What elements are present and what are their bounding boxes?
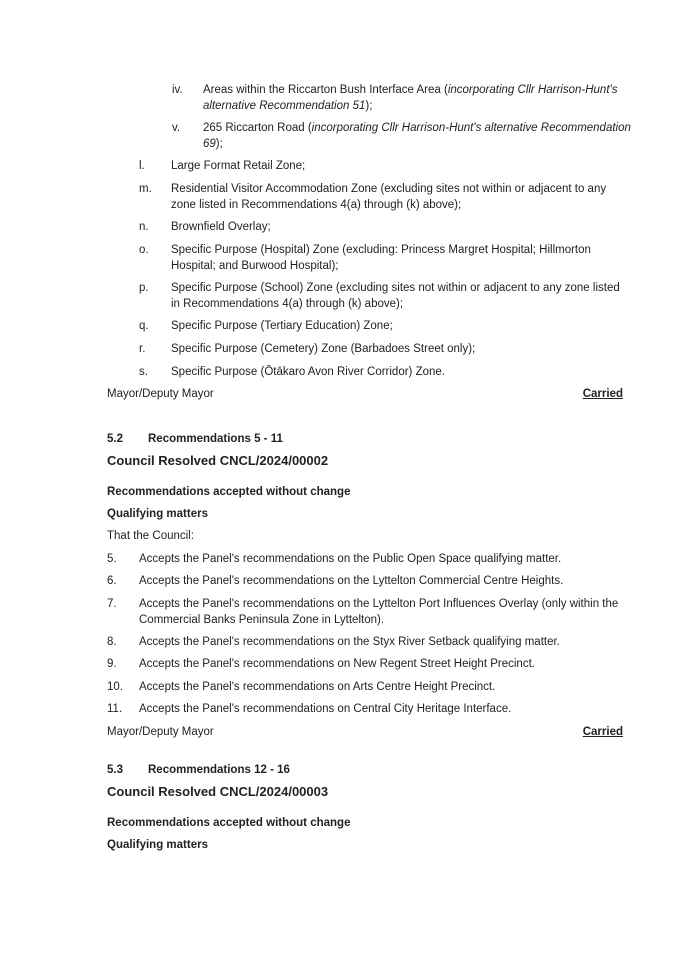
carried-label: Carried [582, 388, 623, 400]
mover-text: Mayor/Deputy Mayor [107, 726, 214, 738]
accepted-heading: Recommendations accepted without change [107, 817, 351, 829]
list-item-number: n. [139, 221, 149, 233]
list-item-number: 6. [107, 575, 117, 587]
list-item-number: 11. [107, 703, 123, 715]
list-item-text: Accepts the Panel's recommendations on Arts Centre Height Precinct. [139, 681, 496, 693]
list-item-text: Accepts the Panel's recommendations on Central City Heritage Interface. [139, 703, 512, 715]
list-item-text: Specific Purpose (Tertiary Education) Zone; [171, 320, 393, 332]
section-title: Recommendations 5 - 11 [148, 433, 283, 445]
resolution-heading: Council Resolved CNCL/2024/00002 [107, 453, 329, 468]
list-item-number: p. [139, 282, 149, 294]
section-number: 5.2 [107, 433, 123, 445]
list-item-text: Specific Purpose (School) Zone (excluding sites not within or adjacent to any zone listed in Recommendations 4(a) through (k) above); [171, 282, 620, 310]
list-item-number: l. [139, 160, 145, 172]
list-item-number: 10. [107, 681, 123, 693]
list-item-text: Accepts the Panel's recommendations on the Lyttelton Port Influences Overlay (only within the Commercial Banks Peninsula Zone in Lyttelton). [139, 598, 619, 626]
list-item-number: q. [139, 320, 149, 332]
list-item-number: v. [172, 122, 181, 134]
list-item-text: Areas within the Riccarton Bush Interface Area (incorporating Cllr Harrison-Hunt's alternative Recommendation 51); [203, 84, 618, 112]
list-item-number: 5. [107, 553, 117, 565]
list-item-number: s. [139, 366, 148, 378]
list-item-text: Large Format Retail Zone; [171, 160, 306, 172]
list-item-text: Accepts the Panel's recommendations on the Styx River Setback qualifying matter. [139, 636, 560, 648]
qualifying-heading: Qualifying matters [107, 839, 208, 851]
resolution-heading: Council Resolved CNCL/2024/00003 [107, 784, 329, 799]
list-item-text: 265 Riccarton Road (incorporating Cllr Harrison-Hunt's alternative Recommendation 69); [203, 122, 631, 150]
list-item-number: iv. [172, 84, 183, 96]
list-item-number: 7. [107, 598, 117, 610]
mover-text: Mayor/Deputy Mayor [107, 388, 214, 400]
list-item-number: o. [139, 244, 149, 256]
accepted-heading: Recommendations accepted without change [107, 486, 351, 498]
carried-label: Carried [582, 726, 623, 738]
list-item-number: m. [139, 183, 152, 195]
list-item-number: 9. [107, 658, 117, 670]
list-item-text: Brownfield Overlay; [171, 221, 271, 233]
list-item-number: r. [139, 343, 146, 355]
section-number: 5.3 [107, 764, 123, 776]
list-item-text: Accepts the Panel's recommendations on the Public Open Space qualifying matter. [139, 553, 562, 565]
list-item-text: Specific Purpose (Hospital) Zone (excluding: Princess Margret Hospital; Hillmorton Hospital; and Burwood Hospital); [171, 244, 591, 272]
list-item-text: Specific Purpose (Ōtākaro Avon River Corridor) Zone. [171, 366, 445, 378]
intro-text: That the Council: [107, 530, 194, 542]
list-item-text: Accepts the Panel's recommendations on the Lyttelton Commercial Centre Heights. [139, 575, 564, 587]
qualifying-heading: Qualifying matters [107, 508, 208, 520]
list-item-text: Residential Visitor Accommodation Zone (excluding sites not within or adjacent to any zone listed in Recommendations 4(a) through (k) above); [171, 183, 607, 211]
list-item-text: Specific Purpose (Cemetery) Zone (Barbadoes Street only); [171, 343, 476, 355]
list-item-number: 8. [107, 636, 117, 648]
list-item-text: Accepts the Panel's recommendations on New Regent Street Height Precinct. [139, 658, 535, 670]
section-title: Recommendations 12 - 16 [148, 764, 290, 776]
